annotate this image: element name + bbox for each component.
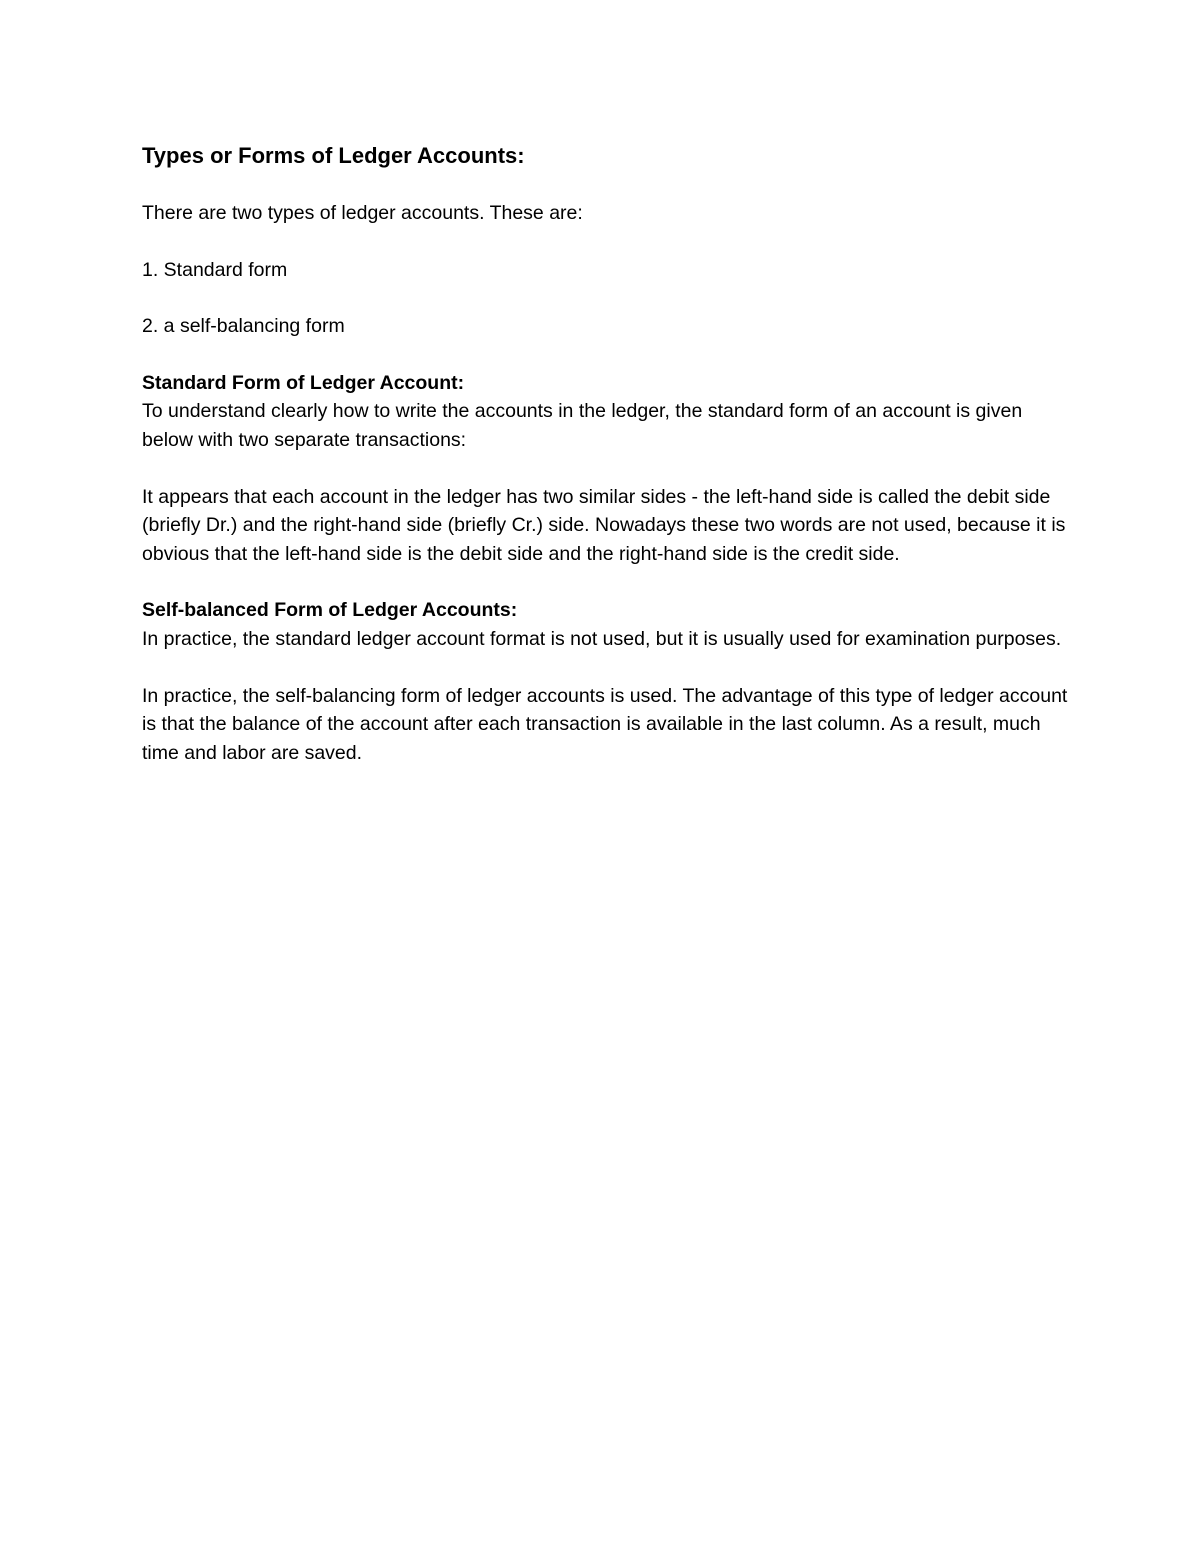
list-item: 2. a self-balancing form — [142, 315, 345, 338]
list-item: 1. Standard form — [142, 258, 288, 281]
intro-paragraph: There are two types of ledger accounts. These are: — [142, 202, 583, 224]
section-heading: Standard Form of Ledger Account: — [142, 371, 465, 394]
section-paragraph: In practice, the self-balancing form of ledger accounts is used. The advantage of this type of ledger account is that the balance of the account after each transaction is available in the last column. As a result, much time and labor are saved. — [142, 684, 1068, 764]
document-title: Types or Forms of Ledger Accounts: — [142, 143, 525, 168]
section-self-balanced-form — [142, 596, 1072, 767]
section-paragraph: It appears that each account in the ledger has two similar sides - the left-hand side is called the debit side (briefly Dr.) and the right-hand side (briefly Cr.) side. Nowadays these two words are not used, because it is obvious that the left-hand side is the debit side and the right-hand side is the credit side. — [142, 485, 1066, 565]
document-body — [142, 141, 1072, 767]
section-heading: Self-balanced Form of Ledger Accounts: — [142, 599, 518, 622]
section-paragraph: In practice, the standard ledger account format is not used, but it is usually used for examination purposes. — [142, 627, 1062, 650]
section-paragraph: To understand clearly how to write the accounts in the ledger, the standard form of an account is given below with two separate transactions: — [142, 400, 1023, 451]
section-standard-form — [142, 369, 1072, 569]
